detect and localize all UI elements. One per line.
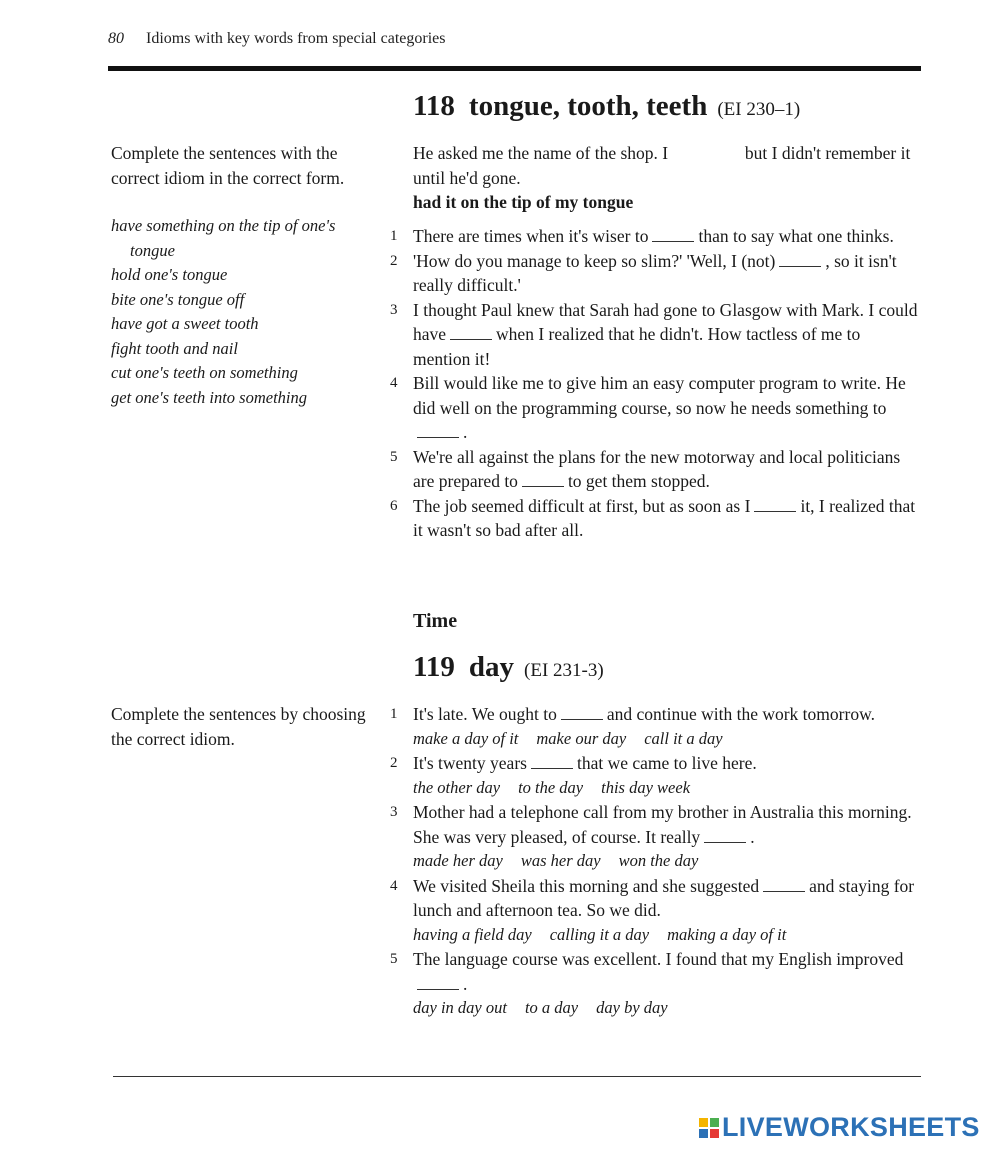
item-text-before: It's late. We ought to xyxy=(413,704,557,724)
item-text-after: . xyxy=(463,973,468,994)
answer-blank[interactable] xyxy=(652,230,694,242)
answer-blank[interactable] xyxy=(531,757,573,769)
idiom-options xyxy=(413,849,920,874)
answer-blank[interactable] xyxy=(417,426,459,438)
example-gap xyxy=(677,148,737,159)
item-text-before: We visited Sheila this morning and she suggested xyxy=(413,875,760,896)
item-text-before: The language course was excellent. I found that my English improved xyxy=(413,949,904,969)
logo-square xyxy=(710,1129,719,1138)
section-118-title xyxy=(413,90,800,123)
idiom-option[interactable]: having a field day xyxy=(413,924,532,944)
item-text-before: The job seemed difficult at first, but as soon as I xyxy=(413,495,751,516)
example-part2: but I didn't remember it until he'd gone. xyxy=(413,143,911,188)
item-text-before: Bill would like me to give him an easy computer program to write. He did well on the programming course, so now he needs something to xyxy=(413,373,906,418)
item-text-before: It's twenty years xyxy=(413,753,527,773)
section-119-exercises xyxy=(385,702,920,1021)
section-119-title xyxy=(413,651,604,684)
idiom-option[interactable]: making a day of it xyxy=(667,924,787,944)
idiom-option[interactable]: calling it a day xyxy=(549,924,650,944)
idiom-item: hold one's tongue xyxy=(111,265,228,284)
answer-blank[interactable] xyxy=(450,328,492,340)
exercise-item xyxy=(385,224,920,249)
idiom-option[interactable]: call it a day xyxy=(644,728,723,748)
logo-icon xyxy=(699,1118,719,1138)
running-title: Idioms with key words from special categories xyxy=(146,30,446,47)
answer-blank[interactable] xyxy=(779,255,821,267)
item-text-after: to get them stopped. xyxy=(567,471,710,491)
item-text-after: . xyxy=(463,422,468,442)
idiom-option[interactable]: was her day xyxy=(520,851,601,870)
idiom-item: fight tooth and nail xyxy=(111,338,238,358)
exercise-item xyxy=(385,298,920,372)
answer-blank[interactable] xyxy=(704,831,746,843)
logo-text: LIVEWORKSHEETS xyxy=(722,1112,980,1142)
idiom-option[interactable]: the other day xyxy=(413,777,501,797)
item-number: 5 xyxy=(390,448,398,465)
idiom-option[interactable]: day by day xyxy=(596,998,668,1017)
item-number: 3 xyxy=(390,301,398,318)
answer-blank[interactable] xyxy=(561,708,603,720)
idiom-options xyxy=(413,996,920,1021)
item-text-before: There are times when it's wiser to xyxy=(413,226,649,246)
idiom-item: bite one's tongue off xyxy=(111,289,245,309)
exercise-item xyxy=(385,800,920,874)
idiom-item: have something on the tip of one's tongue xyxy=(111,216,336,260)
example-answer: had it on the tip of my tongue xyxy=(413,192,634,212)
item-text-after: . xyxy=(750,826,755,847)
item-text-after: it, I realized that it wasn't so bad after all. xyxy=(413,495,916,540)
page-number: 80 xyxy=(108,30,124,47)
idiom-option[interactable]: made her day xyxy=(413,851,503,870)
item-text-after: than to say what one thinks. xyxy=(698,226,894,246)
exercise-item xyxy=(385,249,920,298)
top-rule xyxy=(108,66,921,71)
item-text-after: and staying for lunch and afternoon tea. So we did. xyxy=(413,875,915,920)
answer-blank[interactable] xyxy=(754,500,796,512)
item-number: 6 xyxy=(390,497,398,514)
item-text-before: 'How do you manage to keep so slim?' 'Well, I (not) xyxy=(413,250,776,271)
idiom-options xyxy=(413,727,920,752)
exercise-item xyxy=(385,702,920,751)
section-number: 119 xyxy=(413,651,455,683)
idiom-item: cut one's teeth on something xyxy=(111,363,298,382)
answer-blank[interactable] xyxy=(522,475,564,487)
logo-square xyxy=(710,1118,719,1127)
item-text-before: I thought Paul knew that Sarah had gone to Glasgow with Mark. I could have xyxy=(413,299,918,344)
section-heading: day xyxy=(468,651,515,683)
item-number: 1 xyxy=(390,706,398,722)
item-number: 4 xyxy=(390,877,398,894)
exercise-item xyxy=(385,494,920,543)
example-part1: He asked me the name of the shop. I xyxy=(413,143,669,163)
section-119-instruction: Complete the sentences by choosing the correct idiom. xyxy=(111,704,366,749)
section-ref: (EI 231-3) xyxy=(524,660,604,681)
exercise-item xyxy=(385,371,920,445)
idiom-options xyxy=(413,923,920,948)
idiom-item: get one's teeth into something xyxy=(111,387,307,407)
item-number: 2 xyxy=(390,755,398,771)
exercise-item xyxy=(385,874,920,948)
category-heading: Time xyxy=(413,610,458,632)
item-number: 3 xyxy=(390,804,398,820)
exercise-item xyxy=(385,947,920,1021)
idiom-option[interactable]: make our day xyxy=(536,728,627,748)
item-number: 5 xyxy=(390,951,398,967)
item-text-after: , so it isn't really difficult.' xyxy=(413,250,897,295)
section-118-exercises xyxy=(385,224,920,543)
idiom-option[interactable]: to the day xyxy=(518,777,584,797)
item-text-before: Mother had a telephone call from my brother in Australia this morning. She was very pleased, of course. It really xyxy=(413,802,912,847)
item-text-after: when I realized that he didn't. How tactless of me to mention it! xyxy=(413,324,861,369)
item-text-before: We're all against the plans for the new motorway and local politicians are prepared to xyxy=(413,446,901,491)
section-ref: (EI 230–1) xyxy=(717,99,801,120)
item-number: 4 xyxy=(390,375,398,391)
idiom-list xyxy=(111,214,381,410)
item-number: 2 xyxy=(390,252,398,269)
idiom-item: have got a sweet tooth xyxy=(111,314,259,333)
item-text-after: and continue with the work tomorrow. xyxy=(606,704,875,724)
answer-blank[interactable] xyxy=(417,978,459,990)
section-heading: tongue, tooth, teeth xyxy=(468,90,708,122)
logo-square xyxy=(699,1129,708,1138)
idiom-option[interactable]: to a day xyxy=(524,998,579,1017)
item-text-after: that we came to live here. xyxy=(576,753,757,773)
idiom-option[interactable]: day in day out xyxy=(413,998,507,1017)
idiom-option[interactable]: this day week xyxy=(601,777,691,797)
idiom-option[interactable]: make a day of it xyxy=(413,728,519,748)
section-118-instruction: Complete the sentences with the correct idiom in the correct form. xyxy=(111,143,345,188)
idiom-option[interactable]: won the day xyxy=(618,851,699,870)
running-header xyxy=(108,30,445,48)
bottom-rule xyxy=(113,1076,921,1077)
answer-blank[interactable] xyxy=(763,880,805,892)
example-sentence xyxy=(413,141,913,215)
liveworksheets-logo xyxy=(699,1112,980,1143)
idiom-options xyxy=(413,776,920,801)
exercise-item xyxy=(385,751,920,800)
exercise-item xyxy=(385,445,920,494)
section-number: 118 xyxy=(413,90,455,122)
logo-square xyxy=(699,1118,708,1127)
item-number: 1 xyxy=(390,228,398,244)
